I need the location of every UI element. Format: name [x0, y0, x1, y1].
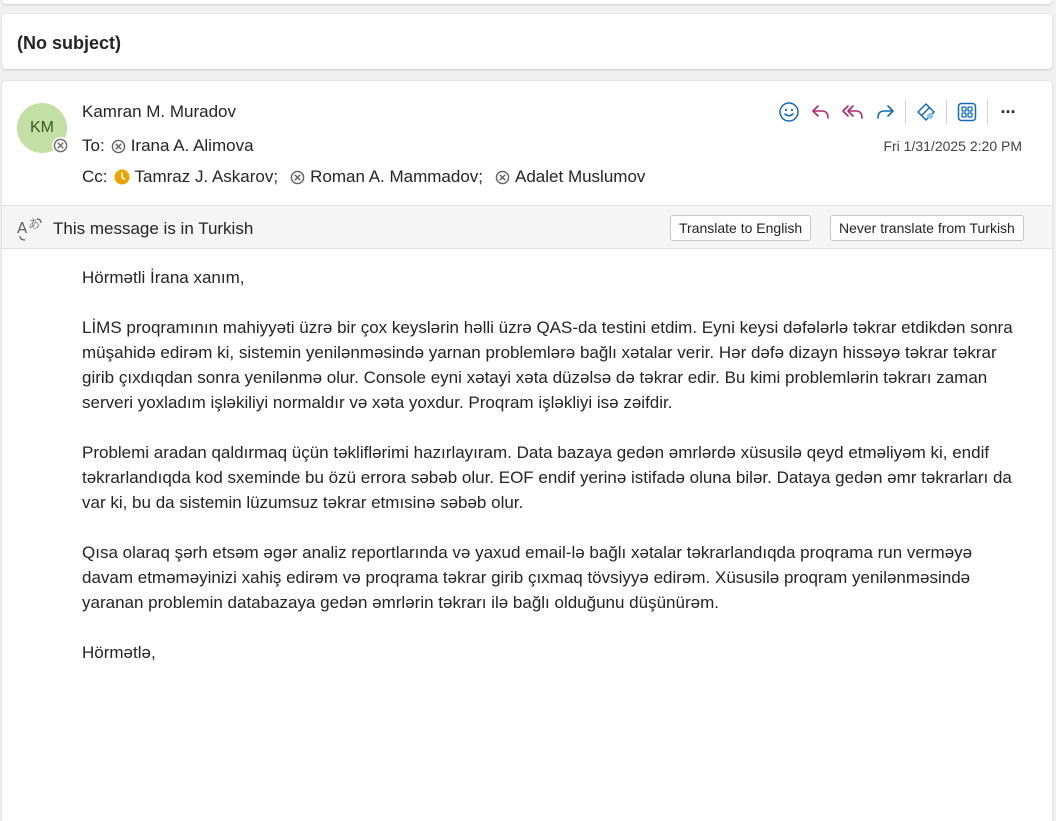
reply-all-icon	[841, 101, 865, 123]
recipient-name: Adalet Muslumov	[515, 167, 646, 186]
divider	[946, 100, 947, 124]
body-closing: Hörmətlə,	[82, 643, 156, 662]
copilot-icon	[915, 101, 937, 123]
divider	[987, 100, 988, 124]
more-actions-button[interactable]	[992, 97, 1024, 127]
top-card-edge	[2, 0, 1052, 4]
email-body	[82, 265, 1022, 690]
body-paragraph: LİMS proqramının mahiyyəti üzrə bir çox keyslərin həlli üzrə QAS-da testini etdim. Eyni keysi dəfələrlə təkrar etdikdən sonra müşahidə edirəm ki, sistemin yenilənməsində yarnan problemlərə bağlı xətalar verir. Hər dəfə dizayn hissəyə təkrar təkrar girib çıxdıqdan sonra yenilənmə olur. Console eyni xətayi xəta düzəlsə də təkrar edir. Bu kimi problemlərin təkrarı zaman serveri yoxladım işləkiliyi normaldır və xəta yoxdur. Proqram işləkliyi isə zəifdir.	[82, 318, 1013, 412]
more-icon: ···	[1000, 101, 1016, 122]
recipient-name: Roman A. Mammadov;	[310, 167, 484, 186]
email-subject: (No subject)	[17, 33, 122, 53]
body-paragraph: Problemi aradan qaldırmaq üçün təkliflərimi hazırlayıram. Data bazaya gedən əmrlərdə xüsusilə qeyd etməliyəm ki, endif təkrarlandıqda kod sxeminde bu özü errora səbəb olur. EOF endif yerinə istifadə oluna bilər. Dataya gedən əmr təkrarları da var ki, bu da sistemin lüzumsuz təkrar etmısinə səbəb olur.	[82, 443, 1012, 512]
reply-all-button[interactable]	[837, 97, 869, 127]
sent-date: Fri 1/31/2025 2:20 PM	[883, 138, 1022, 154]
emoji-icon	[778, 101, 800, 123]
to-label: To:	[82, 136, 105, 155]
svg-text:あ: あ	[28, 217, 41, 231]
translate-button[interactable]: Translate to English	[670, 215, 811, 241]
body-paragraph: Qısa olaraq şərh etsəm əgər analiz reportlarında və yaxud email-lə bağlı xətalar təkrarlandıqda proqrama run verməyə davam etməməyinizi xahiş edirəm və proqrama təkrar girib çıxmaq tövsiyyə edirəm. Xüsusilə proqram yenilənməsində yaranan problemin databazaya gedən əmrlərin təkrarı ilə bağlı olduğunu düşünürəm.	[82, 543, 973, 612]
apps-button[interactable]	[951, 97, 983, 127]
divider	[905, 100, 906, 124]
reply-button[interactable]	[805, 97, 837, 127]
recipient-offline-icon	[495, 170, 510, 185]
body-greeting: Hörmətli İrana xanım,	[82, 268, 245, 287]
recipient-offline-icon	[290, 170, 305, 185]
cc-label: Cc:	[82, 167, 108, 186]
reply-icon	[810, 101, 832, 123]
message-actions	[773, 97, 1024, 127]
translation-message: This message is in Turkish	[53, 219, 254, 238]
to-row	[82, 136, 266, 156]
recipient-offline-icon	[111, 139, 126, 154]
sender-name[interactable]: Kamran M. Muradov	[82, 102, 236, 121]
recipient-name: Tamraz J. Askarov;	[134, 167, 279, 186]
translate-icon	[16, 216, 44, 242]
forward-icon	[874, 101, 896, 123]
translation-bar	[2, 205, 1052, 249]
presence-away-icon	[114, 169, 130, 185]
recipient-name: Irana A. Alimova	[130, 136, 254, 155]
email-message	[2, 81, 1052, 821]
recipient-cc[interactable]	[114, 167, 279, 187]
svg-text:A: A	[17, 219, 28, 237]
cc-row	[82, 167, 657, 187]
never-translate-button[interactable]: Never translate from Turkish	[830, 215, 1024, 241]
subject-card	[2, 14, 1052, 69]
emoji-reaction-button[interactable]	[773, 97, 805, 127]
presence-offline-icon	[52, 137, 69, 154]
recipient-to[interactable]	[111, 136, 254, 156]
avatar-initials: KM	[30, 119, 54, 136]
recipient-cc[interactable]	[290, 167, 483, 187]
forward-button[interactable]	[869, 97, 901, 127]
recipient-cc[interactable]	[495, 167, 645, 187]
apps-icon	[956, 101, 978, 123]
copilot-button[interactable]	[910, 97, 942, 127]
